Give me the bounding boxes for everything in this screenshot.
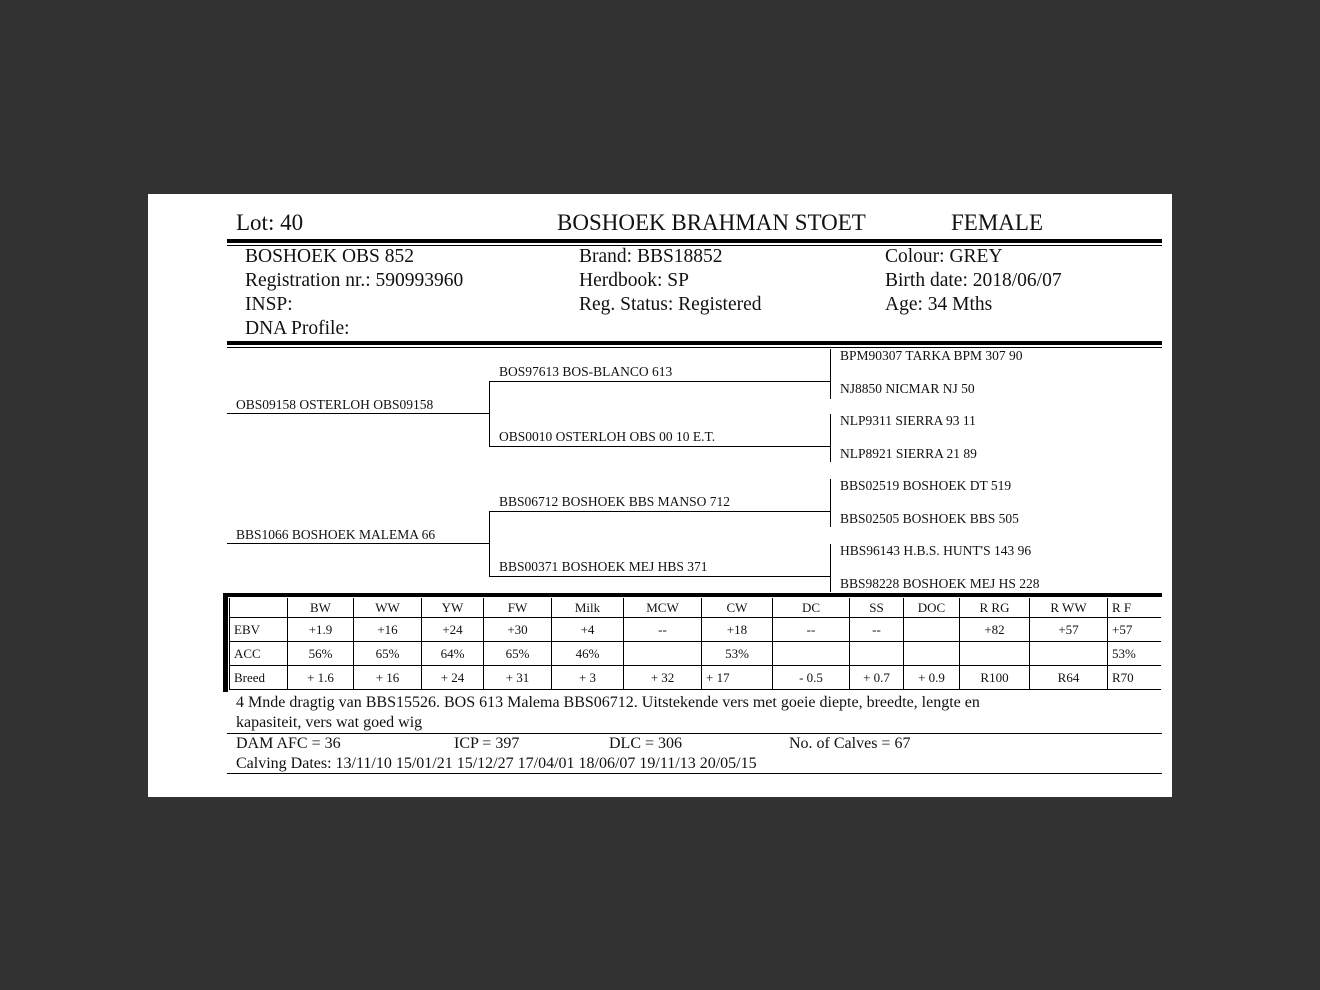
table-cell	[850, 642, 904, 666]
great-grandparent: BBS02519 BOSHOEK DT 519	[840, 478, 1012, 493]
table-header: YW	[422, 598, 484, 618]
great-grandparent: NLP8921 SIERRA 21 89	[840, 446, 977, 461]
reg-status: Reg. Status: Registered	[579, 294, 762, 315]
table-header: DC	[773, 598, 850, 618]
table-cell: + 24	[422, 666, 484, 690]
table-cell: --	[850, 618, 904, 642]
dlc: DLC = 306	[609, 735, 683, 752]
dam-name: BBS1066 BOSHOEK MALEMA 66	[236, 527, 436, 542]
icp: ICP = 397	[454, 735, 520, 752]
table-cell: +82	[960, 618, 1030, 642]
table-cell: 65%	[484, 642, 552, 666]
calving-dates: Calving Dates: 13/11/10 15/01/21 15/12/27 17/04/01 18/06/07 19/11/13 20/05/15	[236, 755, 757, 772]
insp-label: INSP:	[245, 294, 293, 315]
registration-number: Registration nr.: 590993960	[245, 270, 464, 291]
ebv-table	[229, 598, 1161, 690]
table-header: MCW	[624, 598, 702, 618]
table-header: R WW	[1030, 598, 1108, 618]
dna-profile-label: DNA Profile:	[245, 318, 350, 339]
table-header: CW	[702, 598, 773, 618]
notes-rule	[227, 733, 1162, 734]
number-of-calves: No. of Calves = 67	[789, 735, 911, 752]
table-cell	[960, 642, 1030, 666]
comment-line-2: kapasiteit, vers wat goed wig	[236, 714, 423, 731]
table-cell: + 16	[354, 666, 422, 690]
table-cell	[624, 642, 702, 666]
animal-name: BOSHOEK OBS 852	[245, 246, 415, 267]
header-rule-thick	[227, 239, 1162, 243]
great-grandparent: HBS96143 H.B.S. HUNT'S 143 96	[840, 543, 1032, 558]
table-cell: +24	[422, 618, 484, 642]
sire-sire-name: BOS97613 BOS-BLANCO 613	[499, 364, 673, 379]
table-cell: +57	[1030, 618, 1108, 642]
great-grandparent: BBS02505 BOSHOEK BBS 505	[840, 511, 1019, 526]
table-cell: +30	[484, 618, 552, 642]
great-grandparent: BBS98228 BOSHOEK MEJ HS 228	[840, 576, 1040, 591]
great-grandparent: NJ8850 NICMAR NJ 50	[840, 381, 975, 396]
table-cell	[1030, 642, 1108, 666]
table-header: BW	[288, 598, 354, 618]
bottom-rule	[227, 773, 1162, 774]
herdbook: Herdbook: SP	[579, 270, 689, 291]
table-cell: + 1.6	[288, 666, 354, 690]
table-cell: 56%	[288, 642, 354, 666]
comment-line-1: 4 Mnde dragtig van BBS15526. BOS 613 Malema BBS06712. Uitstekende vers met goeie diepte, breedte, lengte en	[236, 694, 980, 711]
table-cell: + 0.7	[850, 666, 904, 690]
table-cell: 46%	[552, 642, 624, 666]
great-grandparent: NLP9311 SIERRA 93 11	[840, 413, 976, 428]
table-header: Milk	[552, 598, 624, 618]
lot-number: Lot: 40	[236, 210, 304, 235]
dam-afc: DAM AFC = 36	[236, 735, 341, 752]
lot-card	[148, 194, 1172, 797]
age: Age: 34 Mths	[885, 294, 993, 315]
table-cell: 65%	[354, 642, 422, 666]
card-title: BOSHOEK BRAHMAN STOET	[557, 210, 866, 235]
ebv-header-row	[230, 598, 1161, 618]
table-cell: Breed	[230, 666, 288, 690]
table-cell: R100	[960, 666, 1030, 690]
table-row-ebv	[230, 618, 1161, 642]
colour: Colour: GREY	[885, 246, 1003, 267]
table-row-breed	[230, 666, 1161, 690]
ebv-rule-left	[223, 593, 228, 692]
ebv-rule-top	[223, 593, 1162, 597]
sire-dam-name: OBS0010 OSTERLOH OBS 00 10 E.T.	[499, 429, 716, 444]
table-cell: +4	[552, 618, 624, 642]
table-cell: + 32	[624, 666, 702, 690]
table-cell: +16	[354, 618, 422, 642]
table-header	[230, 598, 288, 618]
sire-name: OBS09158 OSTERLOH OBS09158	[236, 397, 434, 412]
table-header: SS	[850, 598, 904, 618]
table-cell	[904, 618, 960, 642]
table-cell: --	[624, 618, 702, 642]
table-header: R RG	[960, 598, 1030, 618]
table-cell	[773, 642, 850, 666]
table-cell: 53%	[702, 642, 773, 666]
brand: Brand: BBS18852	[579, 246, 723, 267]
sex-label: FEMALE	[951, 210, 1043, 235]
dam-dam-name: BBS00371 BOSHOEK MEJ HBS 371	[499, 559, 708, 574]
table-cell: - 0.5	[773, 666, 850, 690]
table-cell: + 17	[702, 666, 773, 690]
table-header: R F	[1108, 598, 1161, 618]
table-header: FW	[484, 598, 552, 618]
great-grandparent: BPM90307 TARKA BPM 307 90	[840, 348, 1023, 363]
table-cell: ACC	[230, 642, 288, 666]
dam-sire-name: BBS06712 BOSHOEK BBS MANSO 712	[499, 494, 731, 509]
table-cell: +1.9	[288, 618, 354, 642]
table-cell: 53%	[1108, 642, 1161, 666]
table-cell: R64	[1030, 666, 1108, 690]
table-cell: --	[773, 618, 850, 642]
table-cell	[904, 642, 960, 666]
table-cell: EBV	[230, 618, 288, 642]
table-cell: R70	[1108, 666, 1161, 690]
table-cell: + 3	[552, 666, 624, 690]
table-header: WW	[354, 598, 422, 618]
table-header: DOC	[904, 598, 960, 618]
table-cell: + 0.9	[904, 666, 960, 690]
table-cell: +18	[702, 618, 773, 642]
table-row-acc	[230, 642, 1161, 666]
table-cell: 64%	[422, 642, 484, 666]
birth-date: Birth date: 2018/06/07	[885, 270, 1062, 291]
table-cell: + 31	[484, 666, 552, 690]
info-rule-thick	[227, 341, 1162, 345]
table-cell: +57	[1108, 618, 1161, 642]
